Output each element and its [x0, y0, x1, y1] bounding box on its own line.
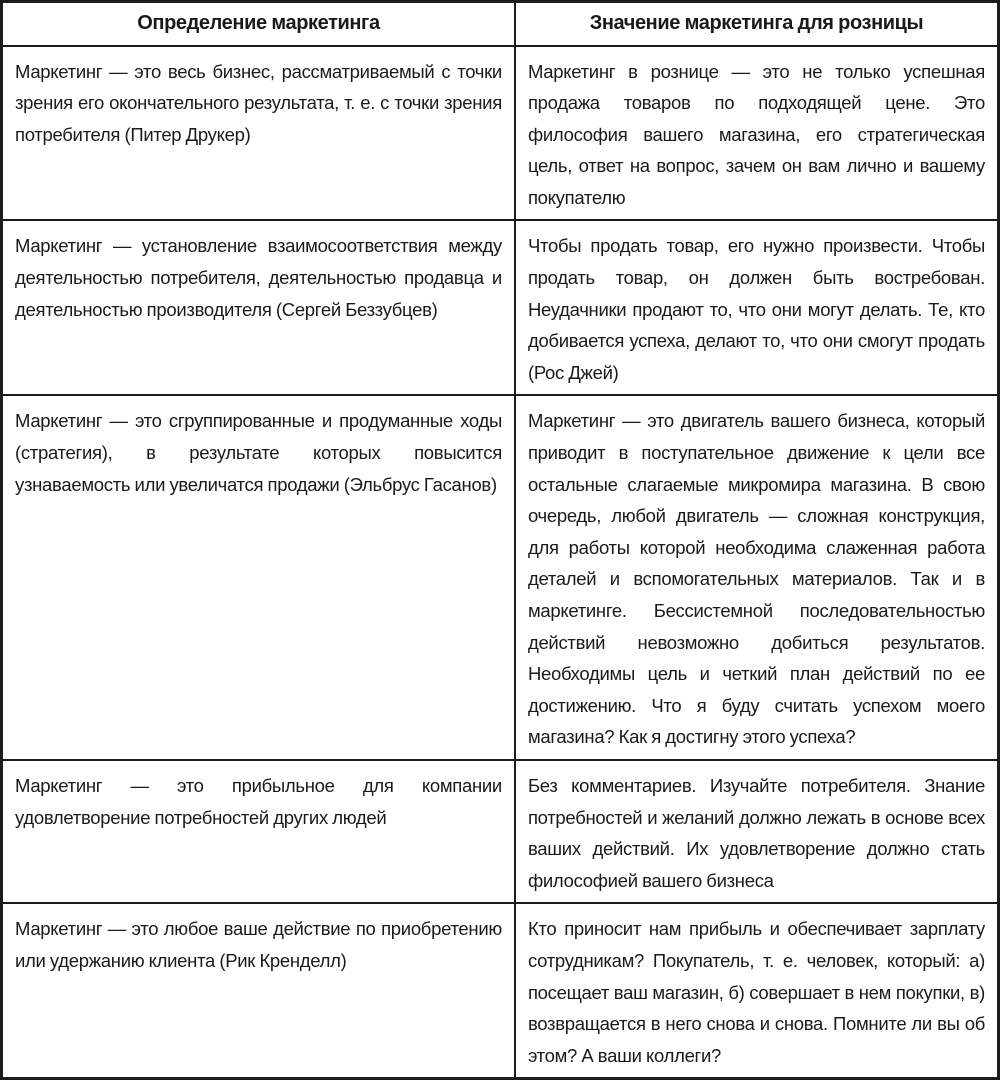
definition-cell: Маркетинг — это любое ваше действие по приобретению или удержанию клиента (Рик Кренделл) — [2, 903, 515, 1078]
definition-cell: Маркетинг — установление взаимосоответствия между деятельностью потребителя, деятельностью продавца и деятельностью производителя (Сергей Беззубцев) — [2, 220, 515, 395]
meaning-cell: Без комментариев. Изучайте потребителя. Знание потребностей и желаний должно лежать в основе всех ваших действий. Их удовлетворение должно стать философией вашего бизнеса — [515, 760, 999, 903]
table-row — [2, 220, 999, 395]
table-header-row — [2, 2, 999, 46]
meaning-cell: Чтобы продать товар, его нужно произвести. Чтобы продать товар, он должен быть востребован. Неудачники продают то, что они могут делать. Те, кто добивается успеха, делают то, что они смогут продать (Рос Джей) — [515, 220, 999, 395]
definition-cell: Маркетинг — это прибыльное для компании удовлетворение потребностей других людей — [2, 760, 515, 903]
column-header-retail-meaning: Значение маркетинга для розницы — [515, 2, 999, 46]
table-row — [2, 395, 999, 760]
meaning-cell: Кто приносит нам прибыль и обеспечивает зарплату сотрудникам? Покупатель, т. е. человек, который: а) посещает ваш магазин, б) совершает в нем покупки, в) возвращается в него снова и снова. Помните ли вы об этом? А ваши коллеги? — [515, 903, 999, 1078]
definition-cell: Маркетинг — это весь бизнес, рассматриваемый с точки зрения его окончательного результата, т. е. с точки зрения потребителя (Питер Друкер) — [2, 46, 515, 221]
meaning-cell: Маркетинг — это двигатель вашего бизнеса, который приводит в поступательное движение к цели все остальные слагаемые микромира магазина. В свою очередь, любой двигатель — сложная конструкция, для работы которой необходима слаженная работа деталей и вспомогательных материалов. Так и в маркетинге. Бессистемной последовательностью действий невозможно добиться результатов. Необходимы цель и четкий план действий по ее достижению. Что я буду считать успехом моего магазина? Как я достигну этого успеха? — [515, 395, 999, 760]
definition-cell: Маркетинг — это сгруппированные и продуманные ходы (стратегия), в результате которых повысится узнаваемость или увеличатся продажи (Эльбрус Гасанов) — [2, 395, 515, 760]
table-row — [2, 903, 999, 1078]
column-header-definition: Определение маркетинга — [2, 2, 515, 46]
meaning-cell: Маркетинг в рознице — это не только успешная продажа товаров по подходящей цене. Это философия вашего магазина, его стратегическая цель, ответ на вопрос, зачем он вам лично и вашему покупателю — [515, 46, 999, 221]
table-row — [2, 46, 999, 221]
table-row — [2, 760, 999, 903]
